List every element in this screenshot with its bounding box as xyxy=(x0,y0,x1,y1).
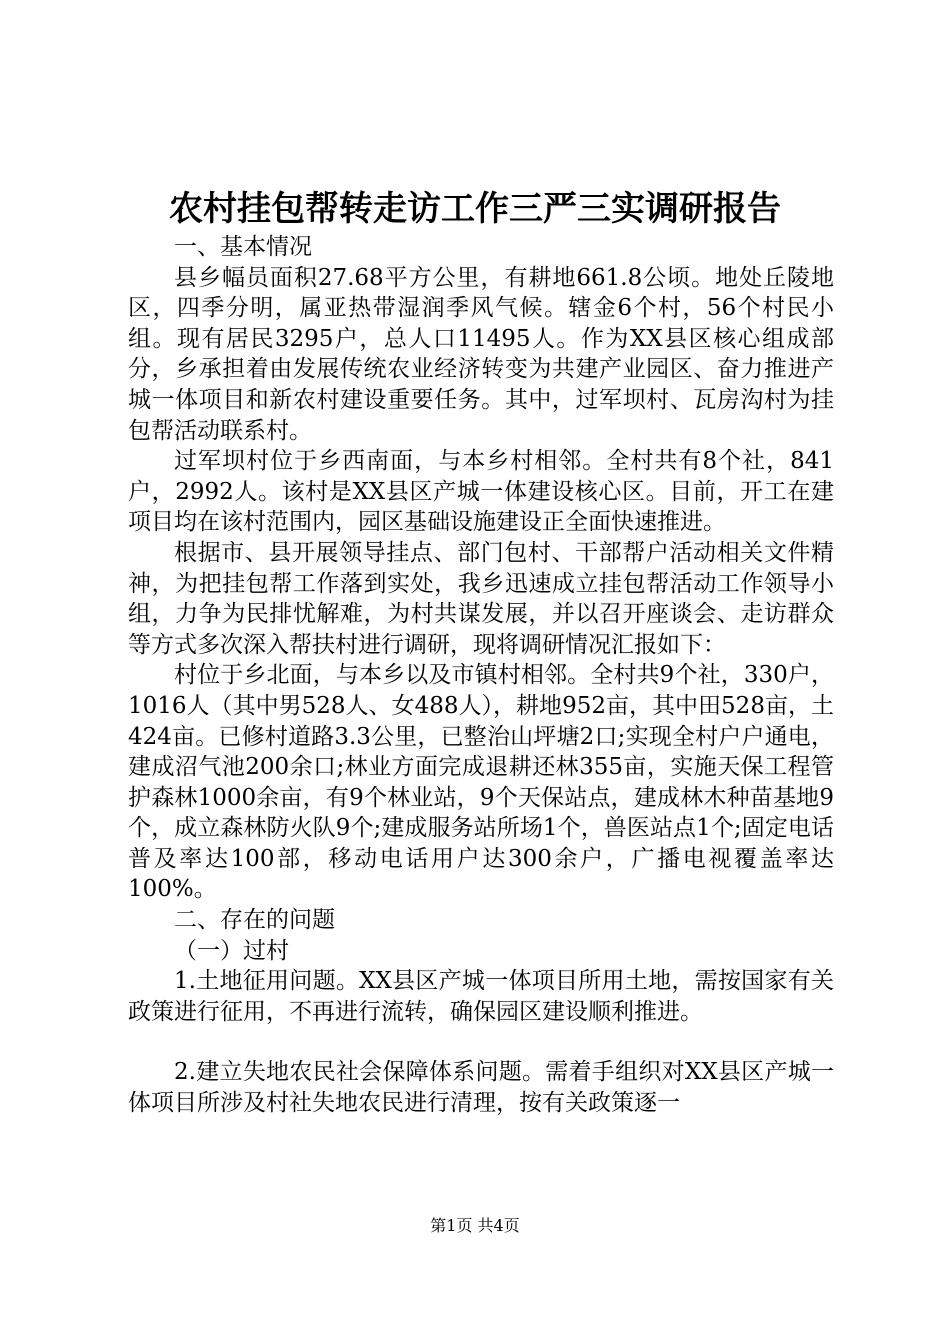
subsection-heading: （一）过村 xyxy=(174,937,289,964)
paragraph: 1.土地征用问题。XX县区产城一体项目所用土地，需按国家有关政策进行征用，不再进行流转，确保园区建设顺利推进。 xyxy=(128,968,834,1025)
paragraph: 过军坝村位于乡西南面，与本乡村相邻。全村共有8个社，841户，2992人。该村是XX县区产城一体建设核心区。目前，开工在建项目均在该村范围内，园区基础设施建设正全面快速推进。 xyxy=(128,448,834,536)
paragraph: 县乡幅员面积27.68平方公里，有耕地661.8公顷。地处丘陵地区，四季分明，属亚热带湿润季风气候。辖金6个村，56个村民小组。现有居民3295户，总人口11495人。作为XX县区核心组成部分，乡承担着由发展传统农业经济转变为共建产业园区、奋力推进产城一体项目和新农村建设重要任务。其中，过军坝村、瓦房沟村为挂包帮活动联系村。 xyxy=(128,264,834,444)
section-heading: 二、存在的问题 xyxy=(174,907,335,934)
section-heading: 一、基本情况 xyxy=(174,234,312,260)
document-body xyxy=(128,232,834,1119)
document-title: 农村挂包帮转走访工作三严三实调研报告 xyxy=(169,189,781,229)
paragraph: 2.建立失地农民社会保障体系问题。需着手组织对XX县区产城一体项目所涉及村社失地农民进行清理，按有关政策逐一 xyxy=(128,1059,834,1117)
paragraph: 村位于乡北面，与本乡以及市镇村相邻。全村共9个社，330户，1016人（其中男528人、女488人），耕地952亩，其中田528亩，土424亩。已修村道路3.3公里，已整治山坪塘2口;实现全村户户通电，建成沼气池200余口;林业方面完成退耕还林355亩，实施天保工程管护森林1000余亩，有9个林业站，9个天保站点，建成林木种苗基地9个，成立森林防火队9个;建成服务站所场1个，兽医站点1个;固定电话普及率达100部，移动电话用户达300余户，广播电视覆盖率达100%。 xyxy=(128,662,834,903)
page-footer: 第1页 共4页 xyxy=(430,1216,520,1235)
paragraph: 根据市、县开展领导挂点、部门包村、干部帮户活动相关文件精神，为把挂包帮工作落到实处，我乡迅速成立挂包帮活动工作领导小组，力争为民排忧解难，为村共谋发展，并以召开座谈会、走访群众等方式多次深入帮扶村进行调研，现将调研情况汇报如下： xyxy=(128,539,834,658)
